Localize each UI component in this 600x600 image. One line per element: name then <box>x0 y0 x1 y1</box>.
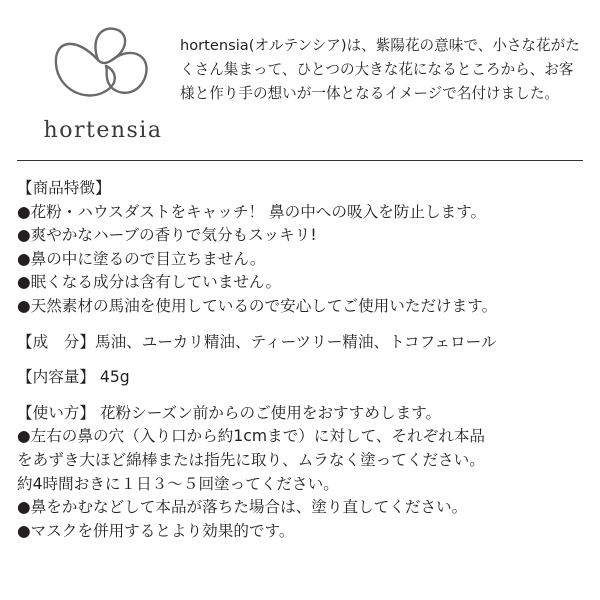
divider <box>17 160 583 161</box>
product-description <box>17 177 597 543</box>
hydrangea-logo-icon <box>46 18 156 110</box>
volume-line: 【内容量】 45g <box>17 368 130 387</box>
feature-item: ●天然素材の馬油を使用しているので安心してご使用いただけます。 <box>17 296 498 315</box>
usage-line: 約4時間おきに１日３～５回塗ってください。 <box>17 474 339 493</box>
usage-line: ●鼻をかむなどして本品が落ちた場合は、塗り直してください。 <box>17 498 468 517</box>
usage-heading: 【使い方】 花粉シーズン前からのご使用をおすすめします。 <box>17 403 442 422</box>
usage-section <box>17 402 597 544</box>
header <box>0 0 600 160</box>
features-section <box>17 177 597 319</box>
usage-line: ●左右の鼻の穴（入り口から約1cmまで）に対して、それぞれ本品 <box>17 427 486 446</box>
brand-logo <box>28 18 178 143</box>
intro-text: hortensia(オルテンシア)は、紫陽花の意味で、小さな花がたくさん集まって、ひとつの大きな花になるところから、お客様と作り手の想いが一体となるイメージで名付けました。 <box>180 37 580 102</box>
feature-item: ●爽やかなハーブの香りで気分もスッキリ! <box>17 226 317 245</box>
features-heading: 【商品特徴】 <box>17 179 111 197</box>
feature-item: ●花粉・ハウスダストをキャッチ！ 鼻の中への吸入を防止します。 <box>17 202 487 221</box>
usage-line: をあずき大ほど綿棒または指先に取り、ムラなく塗ってください。 <box>17 450 485 469</box>
brand-name: hortensia <box>43 118 163 143</box>
feature-item: ●鼻の中に塗るので目立ちません。 <box>17 249 266 268</box>
usage-line: ●マスクを併用するとより効果的です。 <box>17 521 295 540</box>
ingredients-line: 【成 分】馬油、ユーカリ精油、ティーツリー精油、トコフェロール <box>17 332 497 351</box>
feature-item: ●眠くなる成分は含有していません。 <box>17 273 282 292</box>
